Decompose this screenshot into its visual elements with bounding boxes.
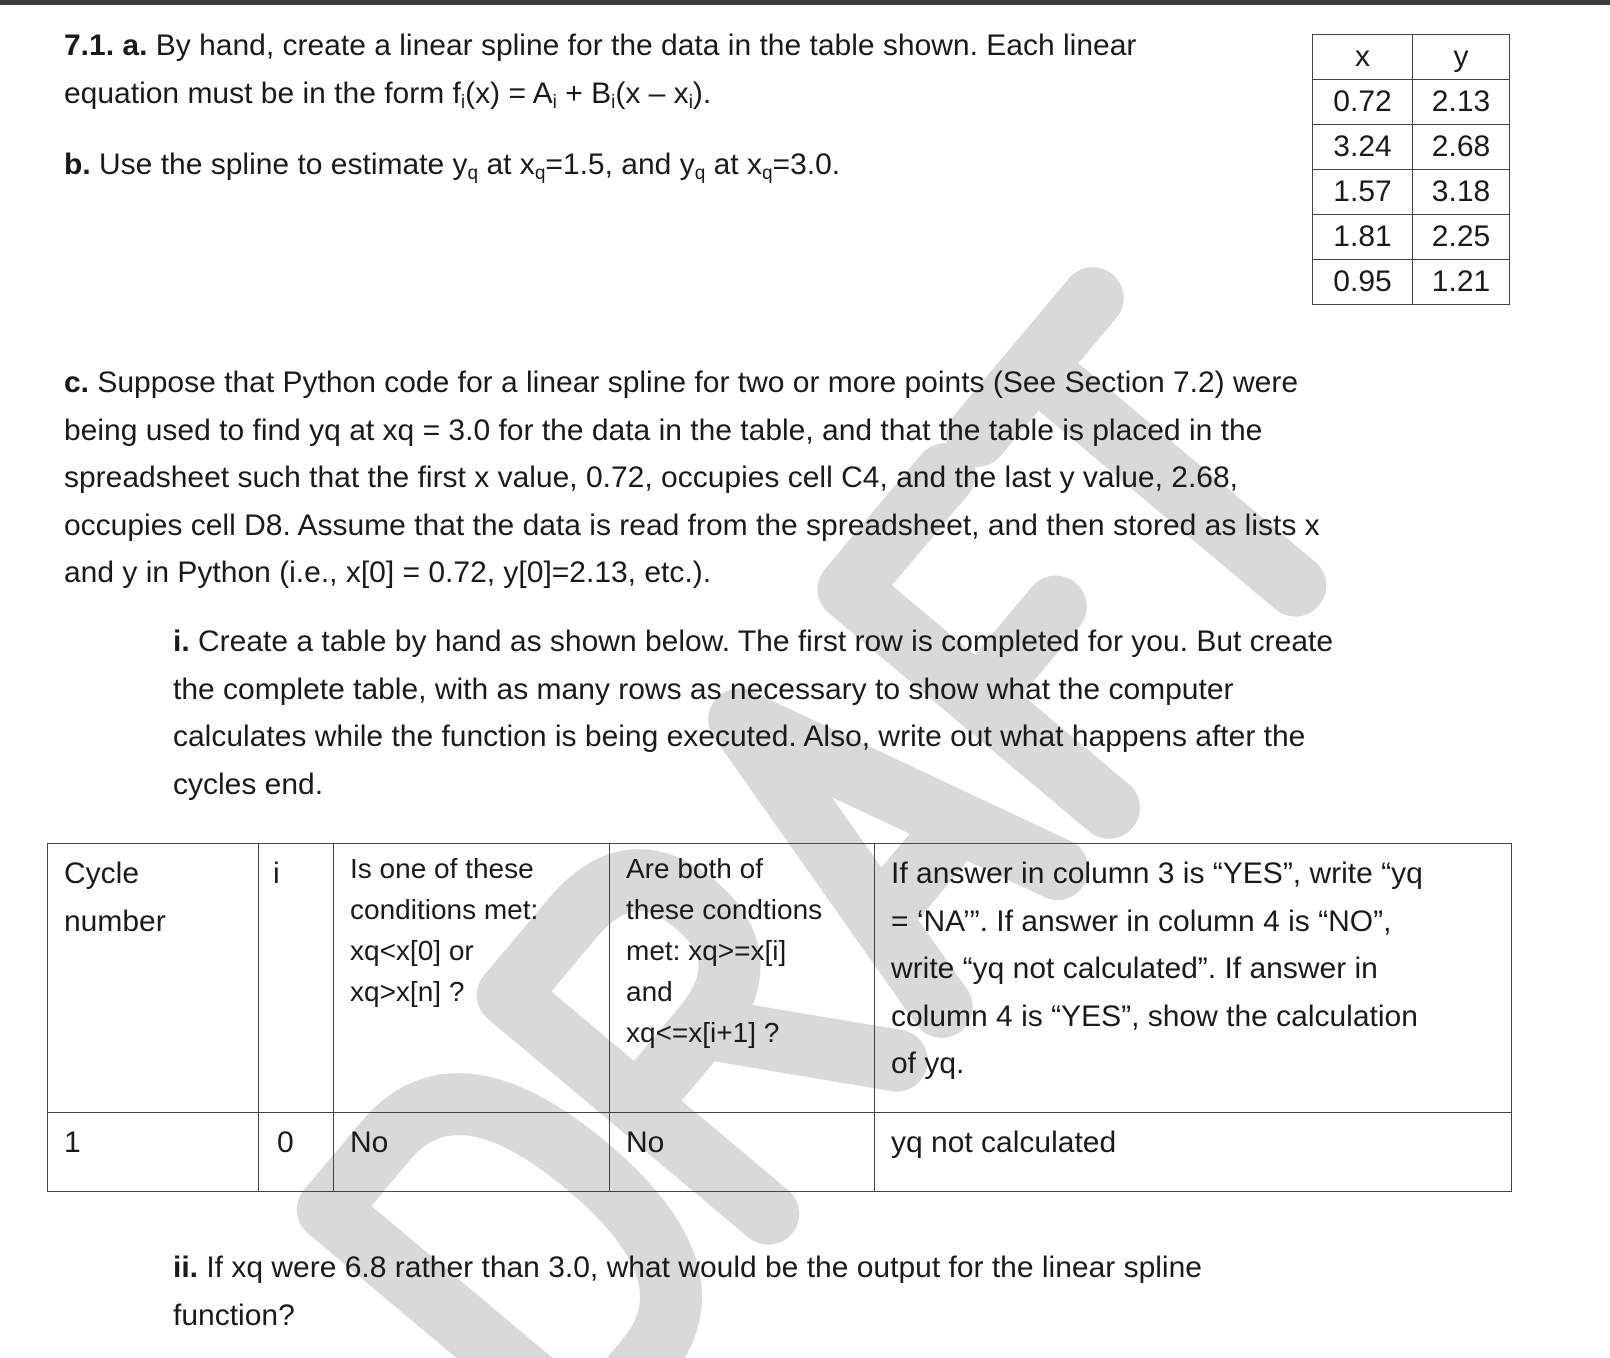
part-i-letter: i.: [173, 625, 190, 658]
part-ii-line: If xq were 6.8 rather than 3.0, what would be the output for the linear spline: [198, 1251, 1202, 1284]
header-y: y: [1413, 35, 1510, 80]
data-table: [1312, 34, 1510, 305]
part-b-text-segment: =1.5, and y: [545, 148, 695, 181]
header-x: x: [1313, 35, 1413, 80]
header-text: Is one of these: [350, 853, 534, 884]
header-text: Cycle: [64, 857, 140, 890]
header-text: of yq.: [891, 1047, 965, 1080]
equation-part: (x) = A: [465, 76, 553, 110]
header-condition-1: [334, 844, 610, 1113]
cell-x: 1.57: [1313, 170, 1413, 215]
part-c-line: being used to find yq at xq = 3.0 for the data in the table, and that the table is placed in the: [64, 413, 1263, 447]
part-c-letter: c.: [64, 366, 90, 399]
cell-cycle-number: 1: [48, 1113, 259, 1192]
problem-number: 7.1.: [64, 29, 115, 62]
part-b-text: [64, 141, 1284, 189]
subscript-q: q: [694, 163, 706, 184]
part-ii-letter: ii.: [173, 1251, 199, 1284]
subscript-i: i: [552, 91, 557, 113]
part-i-line: the complete table, with as many rows as necessary to show what the computer: [173, 672, 1234, 706]
header-text: = ‘NA’”. If answer in column 4 is “NO”,: [891, 904, 1392, 938]
header-cycle-number: [48, 844, 259, 1113]
table-row: [48, 1113, 1512, 1192]
cell-condition-1: No: [334, 1113, 610, 1192]
part-b-text-segment: =3.0.: [772, 148, 841, 181]
cell-i: 0: [259, 1113, 334, 1192]
cell-y: 2.13: [1413, 80, 1510, 125]
part-a-line-2-pre: equation must be in the form f: [64, 76, 461, 110]
part-a-text: [64, 22, 1284, 117]
header-text: column 4 is “YES”, show the calculation: [891, 999, 1418, 1033]
part-i-line: calculates while the function is being executed. Also, write out what happens after the: [173, 720, 1306, 753]
header-text: write “yq not calculated”. If answer in: [891, 952, 1378, 985]
cell-y: 1.21: [1413, 260, 1510, 305]
cell-y: 3.18: [1413, 170, 1510, 215]
part-ii-line: function?: [173, 1298, 295, 1332]
part-i-line: cycles end.: [173, 767, 324, 801]
table-row: [1313, 215, 1510, 260]
table-row: [1313, 80, 1510, 125]
part-c-line: and y in Python (i.e., x[0] = 0.72, y[0]=2.13, etc.).: [64, 556, 712, 589]
part-i-text: [173, 618, 1573, 808]
header-text: Are both of: [626, 853, 763, 884]
part-b-text-segment: at x: [478, 148, 535, 181]
header-text: conditions met:: [350, 894, 539, 925]
cell-x: 0.72: [1313, 80, 1413, 125]
part-a-letter: a.: [122, 29, 148, 62]
subscript-q: q: [467, 163, 479, 184]
table-row: [1313, 170, 1510, 215]
header-text: xq<=x[i+1] ?: [626, 1017, 780, 1048]
header-text: these condtions: [626, 894, 823, 925]
equation-part: (x – x: [615, 76, 689, 110]
part-a-line-1: By hand, create a linear spline for the data in the table shown. Each linear: [147, 29, 1137, 62]
subscript-q: q: [761, 163, 773, 184]
cell-x: 3.24: [1313, 125, 1413, 170]
part-ii-text: [173, 1244, 1573, 1339]
cell-y: 2.25: [1413, 215, 1510, 260]
header-text: met: xq>=x[i]: [626, 935, 787, 966]
header-text: and: [626, 976, 673, 1007]
cell-yq-result: yq not calculated: [875, 1113, 1512, 1192]
cycle-table: [47, 843, 1512, 1192]
subscript-q: q: [534, 163, 546, 184]
part-c-line: spreadsheet such that the first x value, 0.72, occupies cell C4, and the last y value, 2.68,: [64, 461, 1239, 494]
equation-part: + B: [556, 76, 612, 110]
header-text: number: [64, 904, 166, 938]
data-table-header: [1313, 35, 1510, 80]
header-text: If answer in column 3 is “YES”, write “yq: [891, 857, 1423, 890]
header-text: i: [273, 857, 280, 890]
part-b-text-segment: Use the spline to estimate y: [90, 148, 468, 181]
equation-part: ).: [692, 76, 712, 110]
header-i: [259, 844, 334, 1113]
part-c-line: Suppose that Python code for a linear spline for two or more points (See Section 7.2) were: [89, 366, 1299, 399]
header-text: xq<x[0] or: [350, 935, 474, 966]
part-b-letter: b.: [64, 148, 91, 181]
table-row: [1313, 125, 1510, 170]
cell-y: 2.68: [1413, 125, 1510, 170]
part-b-text-segment: at x: [705, 148, 762, 181]
part-c-line: occupies cell D8. Assume that the data is read from the spreadsheet, and then stored as lists x: [64, 508, 1320, 542]
part-c-text: [64, 359, 1564, 597]
cycle-table-header: [48, 844, 1512, 1113]
header-text: xq>x[n] ?: [350, 976, 465, 1007]
header-condition-2: [610, 844, 875, 1113]
cell-condition-2: No: [610, 1113, 875, 1192]
subscript-i: i: [688, 91, 693, 113]
subscript-i: i: [460, 91, 466, 113]
header-instructions: [875, 844, 1512, 1113]
part-i-line: Create a table by hand as shown below. The first row is completed for you. But create: [189, 625, 1334, 658]
cell-x: 1.81: [1313, 215, 1413, 260]
cell-x: 0.95: [1313, 260, 1413, 305]
subscript-i: i: [611, 91, 616, 113]
table-row: [1313, 260, 1510, 305]
